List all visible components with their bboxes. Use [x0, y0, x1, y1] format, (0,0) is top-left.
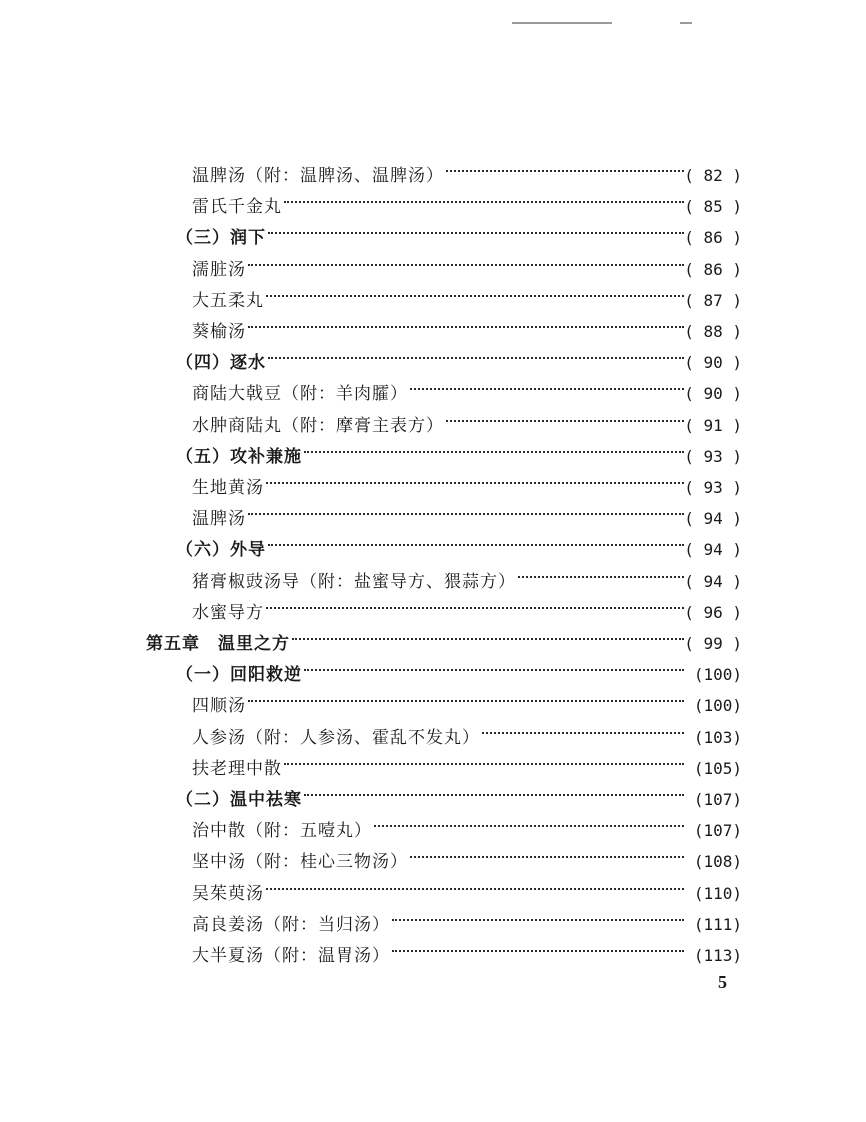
dot-leader — [248, 493, 684, 524]
dot-leader — [248, 244, 684, 275]
toc-entry — [192, 680, 742, 716]
toc-entry-title: 治中散（附：五噎丸） — [192, 821, 372, 841]
dot-leader — [292, 618, 684, 649]
dot-leader — [410, 836, 684, 867]
toc-entry — [192, 400, 742, 436]
toc-entry — [192, 275, 742, 311]
toc-entry-page: (111) — [693, 915, 742, 934]
toc-entry-title: 生地黄汤 — [192, 478, 264, 498]
toc-entry-page: ( 94 ) — [684, 540, 742, 559]
toc-entry — [192, 306, 742, 342]
toc-entry — [192, 244, 742, 280]
toc-entry-page: (107) — [693, 821, 742, 840]
toc-entry — [192, 899, 742, 935]
dot-leader — [392, 899, 684, 930]
toc-entry — [192, 805, 742, 841]
dot-leader — [266, 275, 684, 306]
toc-entry-title: 水蜜导方 — [192, 603, 264, 623]
dot-leader — [392, 930, 684, 961]
dot-leader — [518, 556, 684, 587]
dot-leader — [446, 400, 684, 431]
toc-entry-title: 大五柔丸 — [192, 291, 264, 311]
toc-entry — [192, 587, 742, 623]
scan-artifact — [680, 22, 692, 24]
toc-entry-title: 高良姜汤（附：当归汤） — [192, 915, 390, 935]
toc-entry-title: 水肿商陆丸（附：摩膏主表方） — [192, 416, 444, 436]
toc-entry-title: （五）攻补兼施 — [176, 447, 302, 467]
toc-entry-title: （三）润下 — [176, 228, 266, 248]
dot-leader — [248, 680, 684, 711]
toc-entry-page: (105) — [693, 759, 742, 778]
dot-leader — [268, 212, 684, 243]
toc-entry-title: 坚中汤（附：桂心三物汤） — [192, 852, 408, 872]
toc-entry — [192, 836, 742, 872]
toc-entry-page: ( 86 ) — [684, 260, 742, 279]
toc-entry-title: （一）回阳救逆 — [176, 665, 302, 685]
toc-entry-page: ( 96 ) — [684, 603, 742, 622]
toc-entry-page: ( 91 ) — [684, 416, 742, 435]
toc-entry-page: ( 99 ) — [684, 634, 742, 653]
toc-entry — [192, 712, 742, 748]
toc-entry-page: (100) — [693, 696, 742, 715]
toc-entry — [192, 150, 742, 186]
dot-leader — [266, 462, 684, 493]
toc-entry — [192, 930, 742, 966]
dot-leader — [304, 431, 684, 462]
toc-entry-title: 濡脏汤 — [192, 260, 246, 280]
toc-entry-page: (103) — [693, 728, 742, 747]
toc-entry-page: (100) — [693, 665, 742, 684]
toc-entry-title: 四顺汤 — [192, 696, 246, 716]
toc-entry — [192, 462, 742, 498]
toc-entry-page: ( 90 ) — [684, 353, 742, 372]
toc-entry — [192, 556, 742, 592]
toc-entry — [192, 493, 742, 529]
toc-entry-title: 温脾汤（附：温脾汤、温脾汤） — [192, 166, 444, 186]
dot-leader — [374, 805, 684, 836]
toc-entry-page: (113) — [693, 946, 742, 965]
toc-entry-page: ( 90 ) — [684, 384, 742, 403]
toc-entry-page: (108) — [693, 852, 742, 871]
dot-leader — [482, 712, 684, 743]
toc-entry — [192, 368, 742, 404]
toc-entry-page: ( 93 ) — [684, 447, 742, 466]
toc-entry-page: ( 82 ) — [684, 166, 742, 185]
toc-entry-page: ( 94 ) — [684, 509, 742, 528]
toc-entry-page: ( 86 ) — [684, 228, 742, 247]
dot-leader — [304, 649, 684, 680]
dot-leader — [248, 306, 684, 337]
toc-section-entry — [176, 212, 742, 248]
toc-section-entry — [176, 649, 742, 685]
toc-section-entry — [176, 774, 742, 810]
toc-entry — [192, 181, 742, 217]
page-number: 5 — [718, 972, 727, 992]
toc-entry — [192, 868, 742, 904]
toc-entry-page: ( 94 ) — [684, 572, 742, 591]
dot-leader — [284, 743, 684, 774]
toc-entry-title: （六）外导 — [176, 540, 266, 560]
toc-entry-title: 商陆大戟豆（附：羊肉臛） — [192, 384, 408, 404]
toc-entry-title: 第五章 温里之方 — [146, 634, 290, 654]
dot-leader — [304, 774, 684, 805]
toc-entry-title: （二）温中祛寒 — [176, 790, 302, 810]
dot-leader — [268, 337, 684, 368]
toc-chapter-entry — [146, 618, 742, 654]
scan-artifact — [512, 22, 612, 24]
toc-entry-page: ( 88 ) — [684, 322, 742, 341]
toc-entry-title: 猪膏椒豉汤导（附：盐蜜导方、猥蒜方） — [192, 572, 516, 592]
dot-leader — [268, 524, 684, 555]
toc-entry-title: 温脾汤 — [192, 509, 246, 529]
toc-entry-page: ( 87 ) — [684, 291, 742, 310]
toc-entry-page: ( 85 ) — [684, 197, 742, 216]
toc-entry-title: 大半夏汤（附：温胃汤） — [192, 946, 390, 966]
toc-section-entry — [176, 431, 742, 467]
toc-entry-title: 葵榆汤 — [192, 322, 246, 342]
dot-leader — [446, 150, 684, 181]
toc-entry-title: （四）逐水 — [176, 353, 266, 373]
toc-section-entry — [176, 337, 742, 373]
dot-leader — [284, 181, 684, 212]
toc-entry — [192, 743, 742, 779]
toc-entry-title: 人参汤（附：人参汤、霍乱不发丸） — [192, 728, 480, 748]
dot-leader — [266, 868, 684, 899]
toc-entry-page: ( 93 ) — [684, 478, 742, 497]
toc-entry-title: 扶老理中散 — [192, 759, 282, 779]
dot-leader — [266, 587, 684, 618]
dot-leader — [410, 368, 684, 399]
toc-entry-page: (110) — [693, 884, 742, 903]
toc-entry-title: 雷氏千金丸 — [192, 197, 282, 217]
toc-entry-page: (107) — [693, 790, 742, 809]
toc-entry-title: 吴茱萸汤 — [192, 884, 264, 904]
toc-section-entry — [176, 524, 742, 560]
